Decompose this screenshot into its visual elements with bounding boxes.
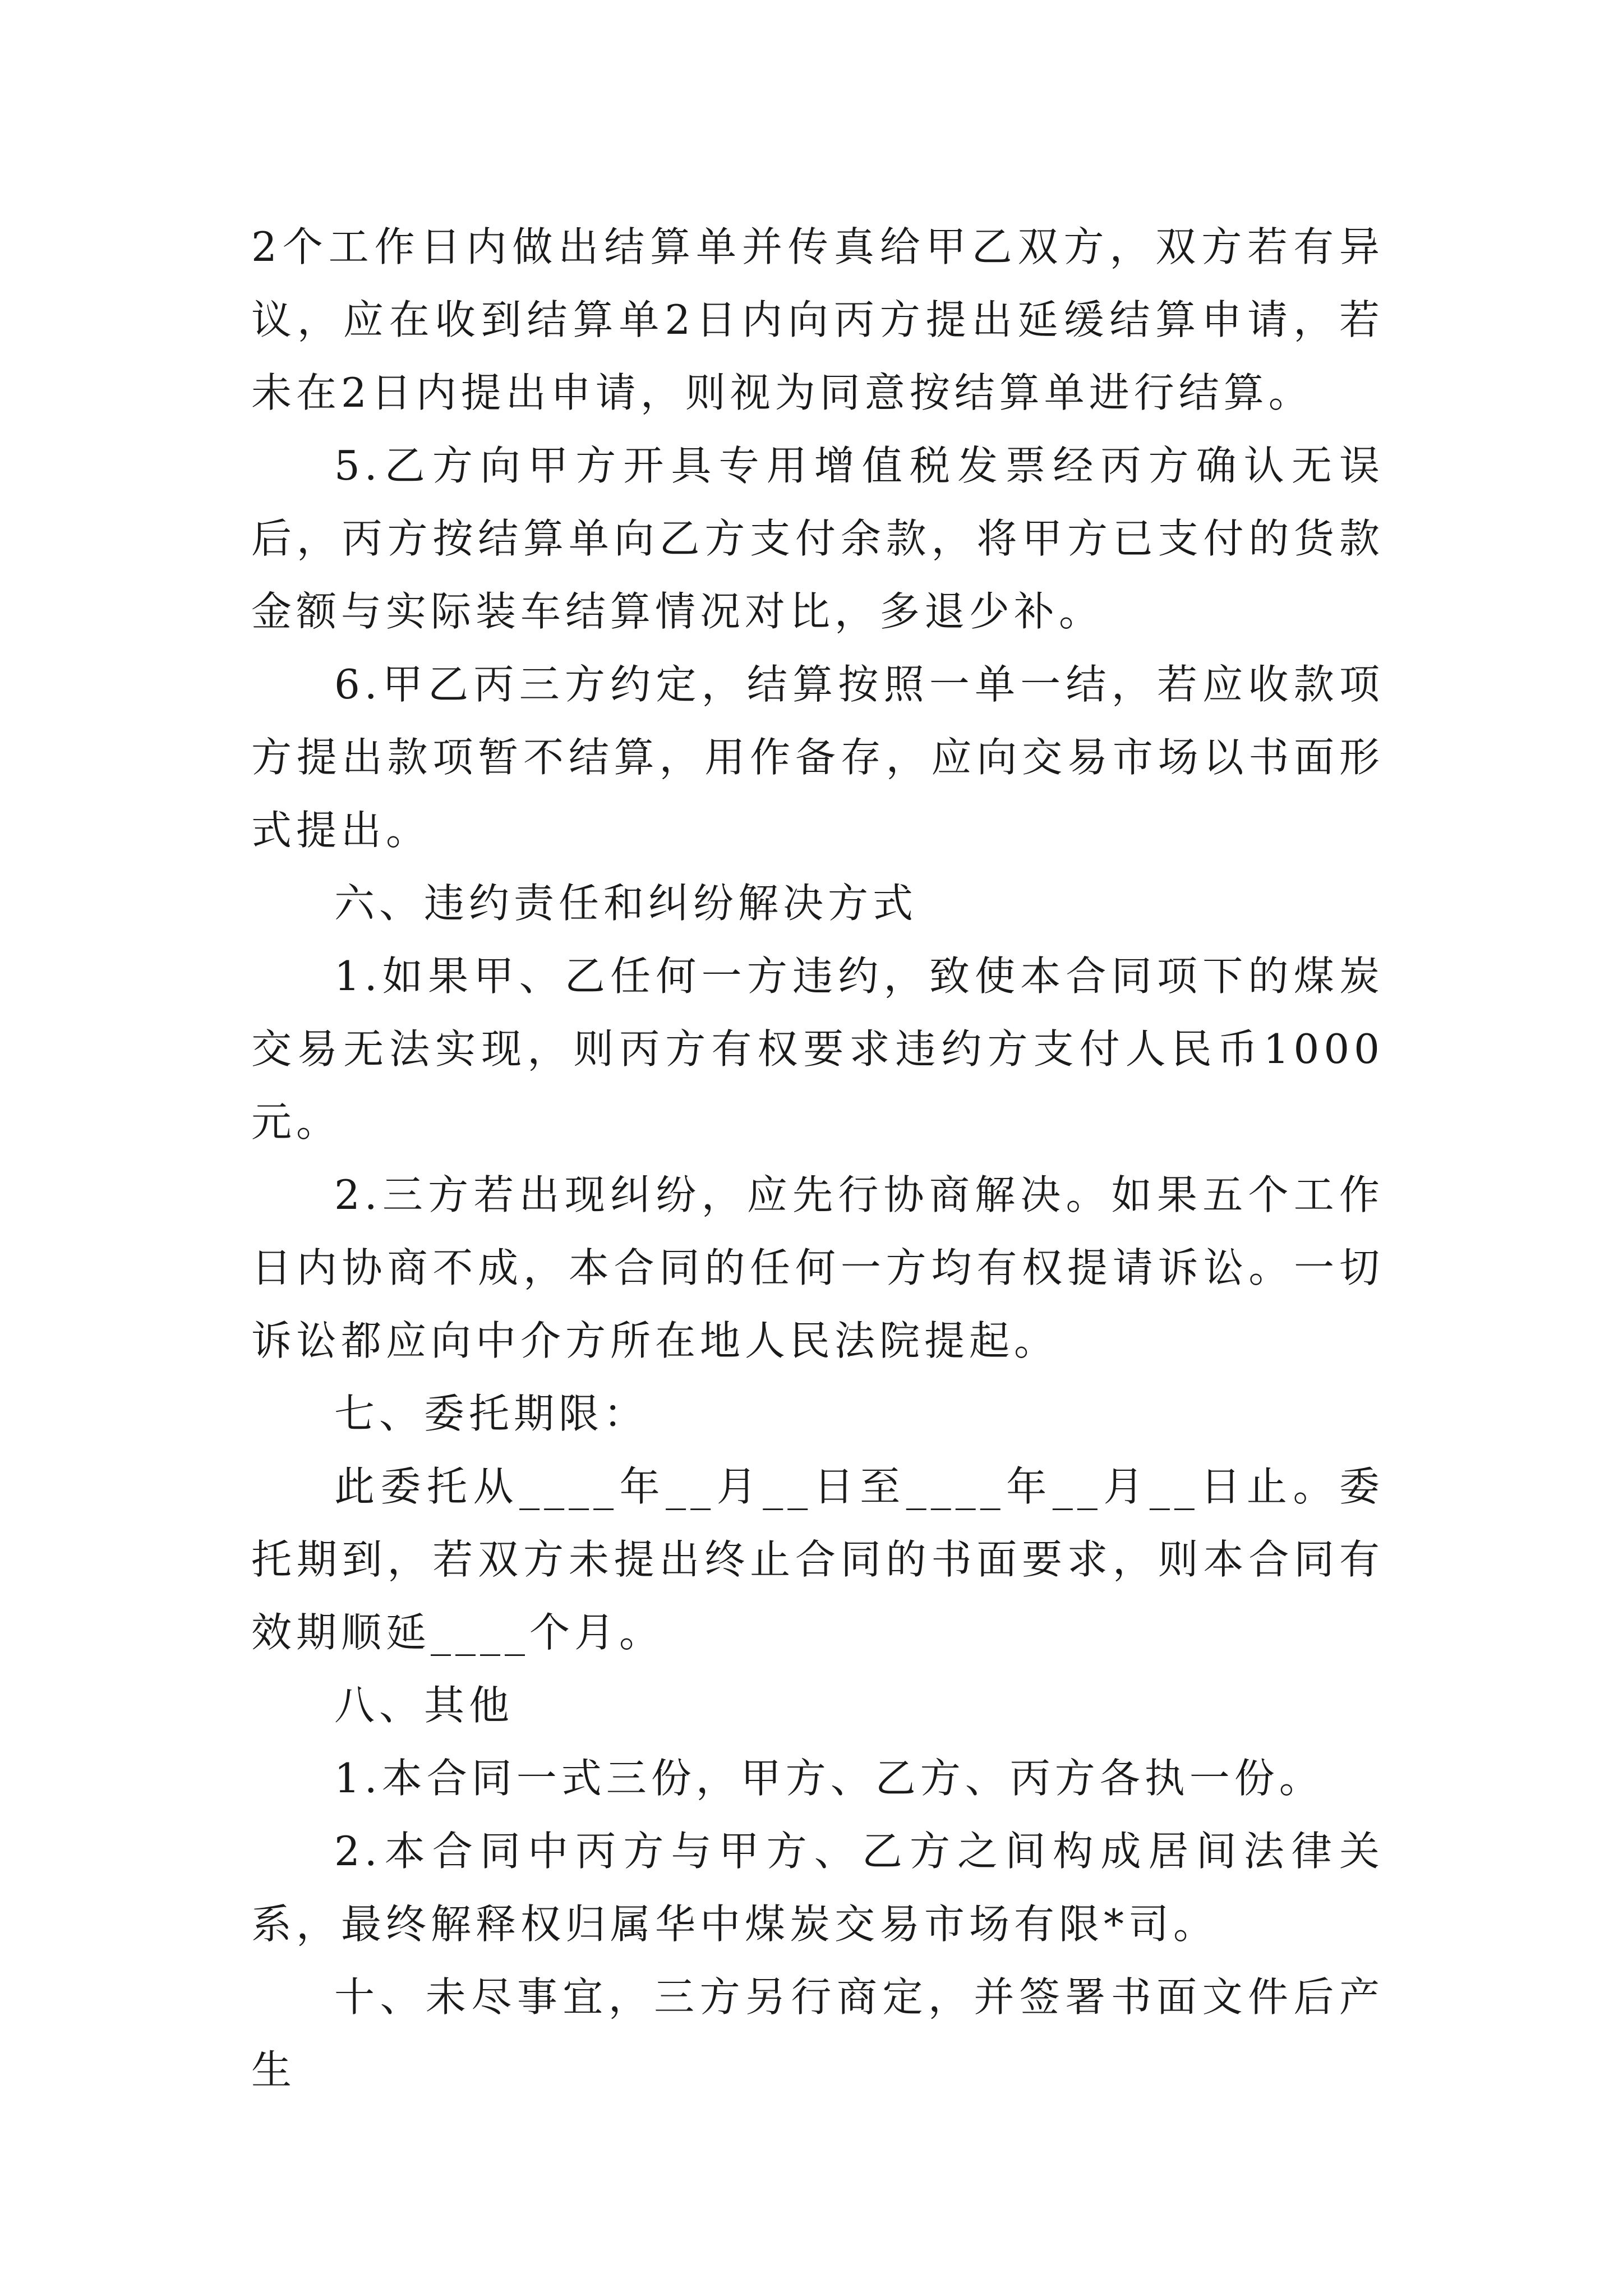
- paragraph-breach-penalty: 1.如果甲、乙任何一方违约，致使本合同项下的煤炭交易无法实现，则丙方有权要求违约方支付人民币1000元。: [251, 953, 1384, 1145]
- paragraph-item-6-settlement-rule: 6.甲乙丙三方约定，结算按照一单一结，若应收款项方提出款项暂不结算，用作备存，应向交易市场以书面形式提出。: [251, 661, 1384, 854]
- paragraph-term-period: 此委托从____年__月__日至____年__月__日止。委托期到，若双方未提出终止合同的书面要求，则本合同有效期顺延____个月。: [251, 1463, 1384, 1656]
- paragraph-dispute-resolution: 2.三方若出现纠纷，应先行协商解决。如果五个工作日内协商不成，本合同的任何一方均有权提请诉讼。一切诉讼都应向中介方所在地人民法院提起。: [251, 1171, 1384, 1364]
- paragraph-copies: 1.本合同一式三份，甲方、乙方、丙方各执一份。: [334, 1755, 1324, 1802]
- document-page: [251, 210, 1384, 2106]
- section-heading-liability: 六、违约责任和纠纷解决方式: [334, 880, 918, 927]
- paragraph-item-5-invoice: 5.乙方向甲方开具专用增值税发票经丙方确认无误后，丙方按结算单向乙方支付余款，将甲方已支付的货款金额与实际装车结算情况对比，多退少补。: [251, 442, 1384, 635]
- paragraph-settlement-continued: 2个工作日内做出结算单并传真给甲乙双方，双方若有异议，应在收到结算单2日内向丙方提出延缓结算申请，若未在2日内提出申请，则视为同意按结算单进行结算。: [251, 223, 1384, 416]
- section-heading-other: 八、其他: [334, 1682, 514, 1729]
- section-heading-term: 七、委托期限：: [334, 1390, 649, 1437]
- paragraph-legal-relation: 2.本合同中丙方与甲方、乙方之间构成居间法律关系，最终解释权归属华中煤炭交易市场有限*司。: [251, 1828, 1384, 1948]
- paragraph-section-10: 十、未尽事宜，三方另行商定，并签署书面文件后产生: [251, 1973, 1384, 2093]
